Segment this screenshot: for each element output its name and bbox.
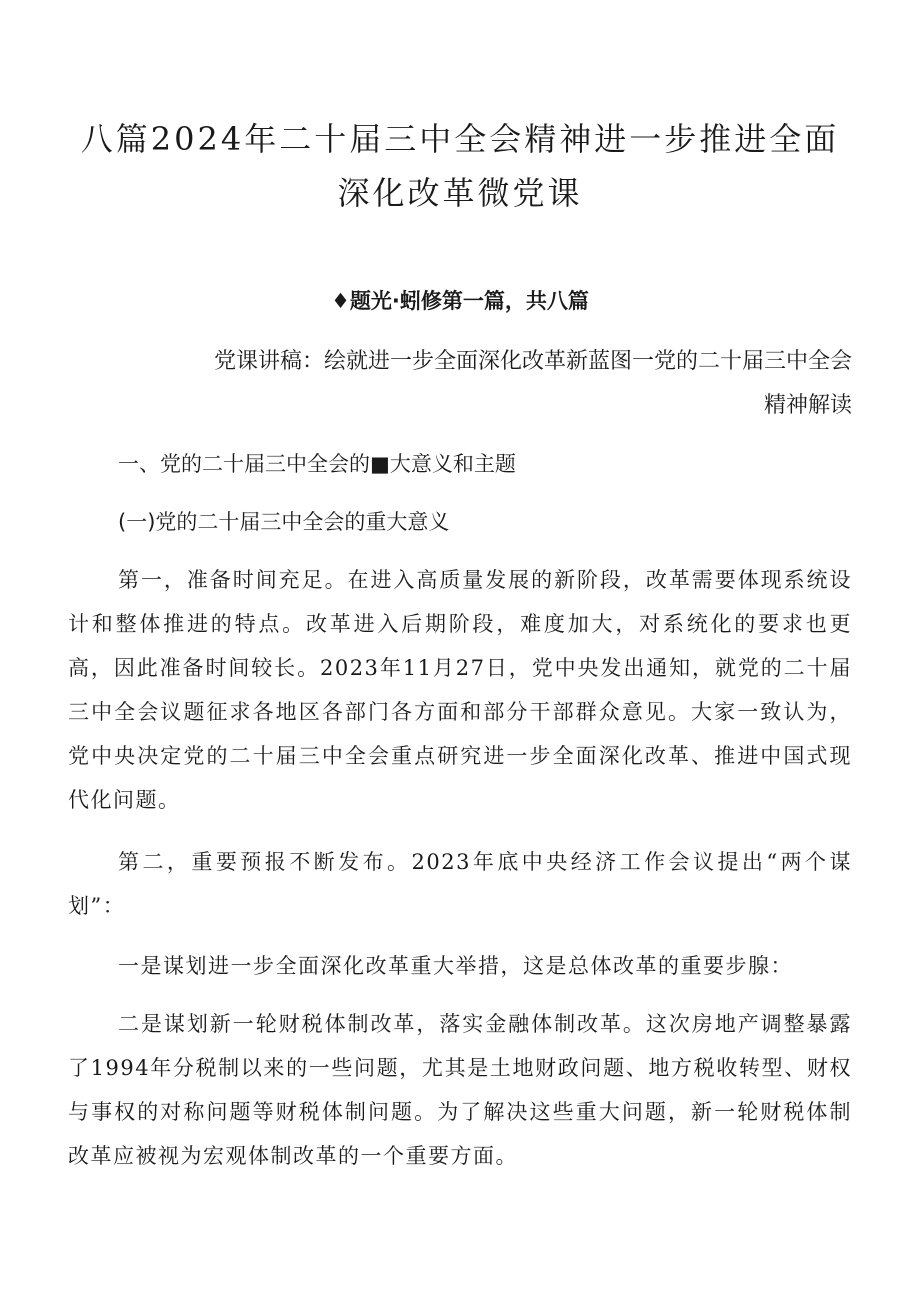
lecture-title: [90, 340, 852, 428]
lecture-title-line2: 精神解读: [763, 393, 852, 418]
paragraph-second: 第二，重要预报不断发布。2023年底中央经济工作会议提出“两个谋划”：: [68, 850, 852, 918]
paragraph-third: 一是谋划进一步全面深化改革重大举措，这是总体改革的重要步腺：: [118, 954, 793, 978]
document-subtitle: ♦题光·蚓修第一篇，共八篇: [331, 289, 589, 313]
paragraph-first: 第一，准备时间充足。在进入高质量发展的新阶段，改革需要体现系统设计和整体推进的特点。改革进入后期阶段，难度加大，对系统化的要求也更高，因此准备时间较长。2023年11月27日，党中央发出通知，就党的二十届三中全会议题征求各地区各部门各方面和部分干部群众意见。大家一致认为，党中央决定党的二十届三中全会重点研究进一步全面深化改革、推进中国式现代化问题。: [68, 568, 852, 812]
paragraph-fourth: 二是谋划新一轮财税体制改革，落实金融体制改革。这次房地产调整暴露了1994年分税制以来的一些问题，尤其是土地财政问题、地方税收转型、财权与事权的对称问题等财税体制问题。为了解决这些重大问题，新一轮财税体制改革应被视为宏观体制改革的一个重要方面。: [68, 1012, 852, 1168]
lecture-title-line1: 党课讲稿：绘就进一步全面深化改革新蓝图一党的二十届三中全会: [213, 349, 852, 374]
section-heading: 一、党的二十届三中全会的■大意义和主题: [118, 452, 516, 476]
document-title: 八篇2024年二十届三中全会精神进一步推进全面深化改革微党课: [80, 120, 840, 212]
subsection-heading: (一)党的二十届三中全会的重大意义: [118, 510, 450, 534]
